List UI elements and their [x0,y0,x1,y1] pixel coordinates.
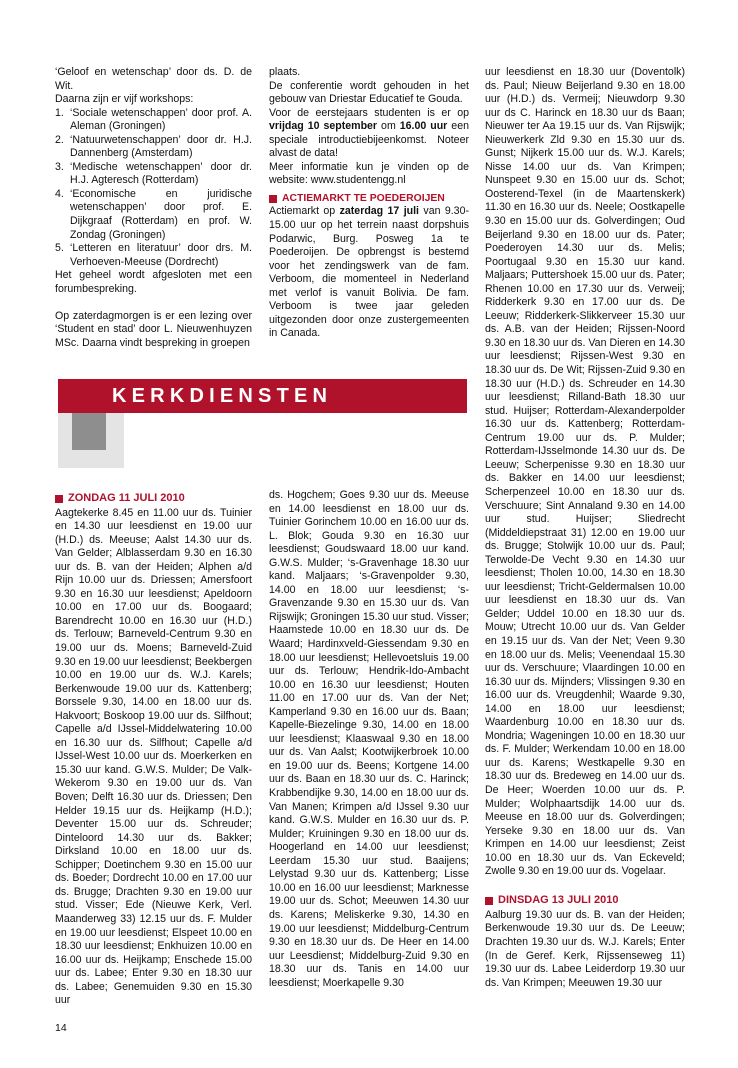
page-number: 14 [55,1022,67,1034]
intro-text: ‘Geloof en wetenschap’ door ds. D. de Wit. [55,66,252,92]
saturday-text: Op zaterdagmorgen is er een lezing over ‘Student en stad’ door L. Nieuwenhuyzen MSc. Daarna vindt bespreking in groepen [55,309,252,349]
list-item: 2. ‘Natuurwetenschappen’ door dr. H.J. Dannenberg (Amsterdam) [55,133,252,160]
services-text: ds. Hogchem; Goes 9.30 uur ds. Meeuse en 14.00 leesdienst en 18.00 uur ds. Tuinier Gorinchem 10.00 en 16.00 uur ds. L. Blok; Gouda 9.30 en 16.30 uur leesdienst; Goudswaard 18.00 uur kand. G.W.S. Mulder; ‘s-Gravenhage 18.30 uur kand. Maljaars; ‘s-Gravenpolder 9.30, 14.00 en 18.00 uur leesdienst; ‘s-Gravenzande 9.30 en 15.30 uur ds. Van Rijswijk; Groningen 15.30 uur stud. Visser; Haamstede 10.00 en 18.30 uur ds. De Waard; Hardinxveld-Giessendam 9.30 en 18.00 uur leesdienst; Hellevoetsluis 19.00 uur ds. Terlouw; Hendrik-Ido-Ambacht 10.00 en 16.30 uur leesdienst; Houten 11.00 en 17.00 uur ds. Van der Net; Kamperland 9.30 en 16.00 uur ds. Baan; Kapelle-Biezelinge 9.30, 14.00 en 18.00 uur leesdienst; Klaaswaal 9.30 en 18.00 uur ds. Van Aalst; Kootwijkerbroek 10.00 en 19.00 uur ds. Beens; Kortgene 14.00 uur ds. Baan en 18.30 uur ds. C. Harinck; Krabbendijke 9.30, 14.00 en 18.00 uur ds. Van Manen; Krimpen a/d IJssel 9.30 uur kand. G.W.S. Mulder en 16.30 uur ds. P. Mulder; Kruiningen 9.30 en 18.00 uur ds. Hoogerland en 14.00 uur leesdienst; Leerdam 15.30 uur stud. Baaijens; Lelystad 9.30 uur ds. Kattenberg; Lisse 10.00 en 16.00 uur leesdienst; Marknesse 19.00 uur ds. Schot; Meeuwen 14.30 uur ds. Karens; Meliskerke 9.30, 14.30 en 19.00 uur leesdienst; Middelburg-Centrum 9.30 en 18.30 uur ds. De Heer en 14.00 uur Leesdienst; Middelburg-Zuid 9.30 en 18.30 uur ds. Tanis en 14.00 uur leesdienst; Moerkapelle 9.30 [269,489,469,989]
plaats-text: plaats. [269,66,301,78]
workshop-list [55,107,252,270]
list-item: 5. ‘Letteren en literatuur’ door drs. M. Verhoeven-Meeuse (Dordrecht) [55,242,252,268]
services-text-tuesday: Aalburg 19.30 uur ds. B. van der Heiden; Berkenwoude 19.30 uur ds. De Leeuw; Drachten 19.30 uur ds. W.J. Karels; Enter (In de Geref. Kerk, Rijssenseweg 11) 19.30 uur ds. Labee Leiderdorp 19.30 uur ds. Van Krimpen; Meeuwen 19.30 uur [485,908,685,989]
closing-text: Het geheel wordt afgesloten met een forumbespreking. [55,269,252,295]
red-square-bullet [55,495,63,503]
more-info: Meer informatie kun je vinden op de website: www.studentengg.nl [269,160,469,187]
conference-location: De conferentie wordt gehouden in het gebouw van Driestar Educatief te Gouda. [269,79,469,106]
section-title: KERKDIENSTEN [112,385,333,407]
introduction-meeting: Voor de eerstejaars studenten is er op vrijdag 10 september om 16.00 uur een speciale introductiebijeenkomst. Noteer alvast de data! [269,106,469,160]
services-text: uur leesdienst en 18.30 uur (Doventolk) ds. Paul; Nieuw Beijerland 9.30 en 18.00 uur (H.D.) ds. Vermeij; Nieuwdorp 9.30 uur ds C. Harinck en 18.30 uur ds Baan; Nieuwer ter Aa 19.15 uur ds. Van Rijswijk; Nieuwerkerk Zld 9.30 en 15.30 uur ds. Gunst; Nijkerk 15.00 uur ds. W.J. Karels; Nisse 14.00 uur ds. Van Krimpen; Nunspeet 9.30 en 15.00 uur ds. Schot; Oosterend-Texel (in de Maartenskerk) 11.30 en 16.30 uur ds. Neele; Oostkapelle 9.30 en 15.00 uur ds. Golverdingen; Oud Beijerland 9.30 en 18.00 uur ds. Pater; Poederoyen 14.30 uur ds. Melis; Poortugaal 9.30 en 15.30 uur kand. Maljaars; Puttershoek 15.00 uur ds. Pater; Rhenen 10.00 en 17.30 uur ds. Verweij; Ridderkerk 9.30 en 17.00 uur ds. De Leeuw; Ridderkerk-Slikkerveer 15.30 uur ds. A.B. van der Heiden; Rijssen-Noord 9.30 en 18.30 uur ds. Van Dieren en 14.30 uur leesdienst; Rijssen-West 9.30 en 18.30 uur ds. De Wit; Rijssen-Zuid 9.30 en 18.30 uur (H.D.) ds. Schreuder en 14.30 uur leesdienst; Rilland-Bath 18.30 uur stud. Huijser; Rotterdam-Alexanderpolder 16.30 uur ds. Kattenberg; Rotterdam-Centrum 19.00 uur ds. P. Mulder; Rotterdam-IJsselmonde 14.30 uur ds. De Leeuw; Scherpenisse 9.30 en 18.30 uur ds. Bakker en 14.00 uur leesdienst; Scherpenzeel 10.00 en 18.30 uur ds. Verschuure; Sint Annaland 9.30 en 14.00 uur stud. Huijser; Sliedrecht (Middeldiepstraat 31) 12.00 en 19.00 uur ds. Brugge; Stolwijk 10.00 uur ds. Paul; Terwolde-De Vecht 9.30 en 14.30 uur leesdienst; Tholen 10.00, 14.30 en 18.30 uur leesdienst; Tricht-Geldermalsen 10.00 uur leesdienst en 18.30 uur ds. Van Gelder; Uddel 10.00 en 18.30 uur ds. Mouw; Utrecht 10.00 uur ds. Van Gelder en 19.15 uur ds. Van der Net; Veen 9.30 en 18.00 uur ds. Melis; Veenendaal 15.30 uur ds. Verschuure; Vlaardingen 10.00 en 16.30 uur ds. Mijnders; Vlissingen 9.30 en 16.00 uur ds. Vreugdenhil; Waarde 9.30, 14.00 en 18.00 uur leesdienst; Waardenburg 10.00 en 18.30 uur ds. Mondria; Wageningen 10.00 en 18.30 uur ds. F. Mulder; Werkendam 10.00 en 18.00 uur ds. Karens; Westkapelle 9.30 en 18.30 uur ds. Bredeweg en 14.00 uur ds. De Heer; Woerden 10.00 uur ds. P. Mulder; Wolphaartsdijk 14.00 uur ds. Meeuse en 18.00 uur ds. Golverdingen; Yerseke 9.30 en 18.00 uur ds. Van Krimpen en 14.00 uur leesdienst; Zeist 10.00 en 18.30 uur ds. Van Eckeveld; Zwolle 9.30 en 19.00 uur ds. Vogelaar. [485,66,685,878]
actiemarkt-heading: ACTIEMARKT TE POEDEROIJEN [269,192,469,206]
red-square-bullet [485,897,493,905]
decorative-dark-square [72,413,106,450]
services-column-2 [269,489,469,990]
sunday-heading: ZONDAG 11 JULI 2010 [55,492,252,506]
list-item: 1. ‘Sociale wetenschappen’ door prof. A. Aleman (Groningen) [55,106,252,133]
services-text: Aagtekerke 8.45 en 11.00 uur ds. Tuinier en 14.30 uur leesdienst en 19.00 uur (H.D.) ds. Meeuse; Aalst 14.30 uur ds. Van Gelder; Alblasserdam 9.30 en 16.30 uur ds. B. van der Heiden; Alphen a/d Rijn 10.00 uur ds. Driessen; Amersfoort 9.30 en 16.30 uur leesdienst; Apeldoorn 10.00 en 17.00 uur ds. Boogaard; Barendrecht 10.00 en 16.30 uur (H.D.) ds. Terlouw; Barneveld-Centrum 9.30 en 19.00 uur ds. Moens; Barneveld-Zuid 9.30 en 19.00 uur leesdienst; Beekbergen 10.00 en 19.00 uur ds. W.J. Karels; Berkenwoude 19.00 uur ds. Kattenberg; Borssele 9.30, 14.00 en 18.00 uur ds. Hakvoort; Boskoop 19.00 uur ds. Silfhout; Capelle a/d IJssel-Middelwatering 10.00 en 16.30 uur ds. Silfhout; Capelle a/d IJssel-West 10.00 uur ds. Moerkerken en 15.30 uur kand. G.W.S. Mulder; De Valk-Wekerom 9.30 en 19.00 uur ds. Van Boven; Delft 16.30 uur ds. Driessen; Den Helder 19.15 uur ds. Heijkamp (H.D.); Deventer 15.00 uur ds. Schreuder; Dinteloord 14.30 uur ds. Bakker; Dirksland 10.00 en 18.00 uur ds. Schipper; Doetinchem 9.30 en 15.00 uur ds. Boeder; Dordrecht 10.00 en 17.00 uur ds. Brugge; Drachten 9.30 en 19.00 uur stud. Visser; Ede (Nieuwe Kerk, Verl. Maanderweg 33) 12.15 uur ds. F. Mulder en 19.00 uur leesdienst; Elspeet 10.00 en 18.30 uur leesdienst; Enkhuizen 10.00 en 16.00 uur ds. Heijkamp; Enschede 15.00 uur ds. Labee; Enter 9.30 en 18.30 uur ds. Labee; Genemuiden 9.30 en 15.30 uur [55,506,252,1007]
top-left-column [55,66,252,350]
actiemarkt-text: Actiemarkt op zaterdag 17 juli van 9.30-15.00 uur op het terrein naast dorpshuis Podarwic, Burg. Posweg 1a te Poederoijen. De opbrengst is bestemd voor het zendingswerk van de fam. Verboom, die momenteel in Nederland met verlof is vanuit Bolivia. De fam. Verboom is twee jaar geleden uitgezonden door onze zustergemeenten in Canada. [269,205,469,340]
services-column-1 [55,490,252,1008]
services-column-3 [485,66,685,990]
red-square-bullet [269,195,277,203]
top-middle-column [269,66,469,341]
list-item: 3. ‘Medische wetenschappen’ door dr. H.J. Agteresch (Rotterdam) [55,160,252,187]
workshops-intro: Daarna zijn er vijf workshops: [55,93,194,106]
list-item: 4. ‘Economische en juridische wetenschappen’ door prof. E. Dijkgraaf (Rotterdam) en prof. W. Zondag (Groningen) [55,187,252,241]
tuesday-heading: DINSDAG 13 JULI 2010 [485,894,685,908]
